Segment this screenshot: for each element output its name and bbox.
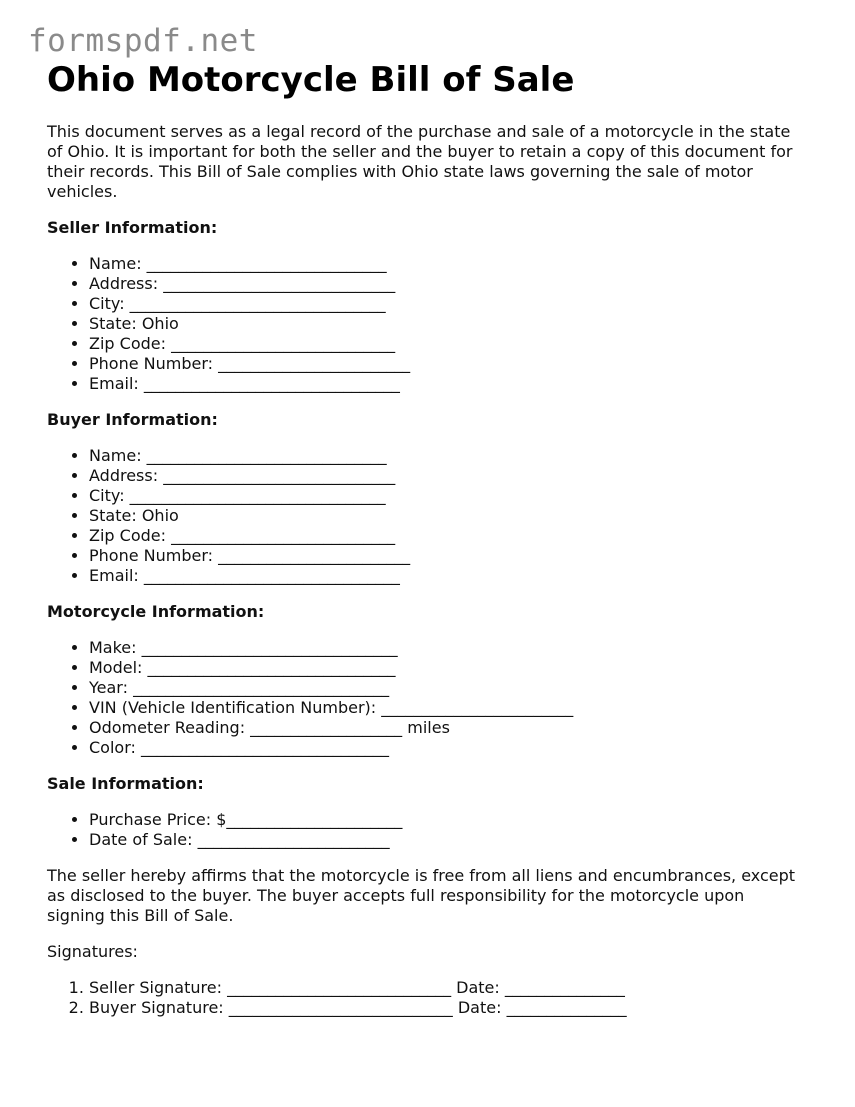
motorcycle-odometer-field: • Odometer Reading: ___________________ miles — [89, 718, 807, 738]
sale-list — [47, 810, 807, 850]
seller-heading: Seller Information: — [47, 218, 218, 237]
buyer-zip-field: • Zip Code: ____________________________ — [89, 526, 807, 546]
motorcycle-color-field: • Color: _______________________________ — [89, 738, 807, 758]
seller-email-field: • Email: ________________________________ — [89, 374, 807, 394]
seller-phone-field: • Phone Number: ________________________ — [89, 354, 807, 374]
buyer-email-field: • Email: ________________________________ — [89, 566, 807, 586]
document-body — [47, 60, 807, 1018]
sale-date-field: • Date of Sale: ________________________ — [89, 830, 807, 850]
buyer-list — [47, 446, 807, 586]
sale-price-field: • Purchase Price: $______________________ — [89, 810, 807, 830]
intro-paragraph: This document serves as a legal record of the purchase and sale of a motorcycle in the state of Ohio. It is important for both the seller and the buyer to retain a copy of this document for their records. This Bill of Sale complies with Ohio state laws governing the sale of motor vehicles. — [47, 122, 793, 201]
seller-city-field: • City: ________________________________ — [89, 294, 807, 314]
buyer-phone-field: • Phone Number: ________________________ — [89, 546, 807, 566]
motorcycle-year-field: • Year: ________________________________ — [89, 678, 807, 698]
buyer-heading: Buyer Information: — [47, 410, 218, 429]
motorcycle-list — [47, 638, 807, 758]
affirmation-paragraph: The seller hereby affirms that the motorcycle is free from all liens and encumbrances, except as disclosed to the buyer. The buyer accepts full responsibility for the motorcycle upon signing this Bill of Sale. — [47, 866, 796, 925]
buyer-name-field: • Name: ______________________________ — [89, 446, 807, 466]
buyer-signature-line: 2. Buyer Signature: ____________________________ Date: _______________ — [89, 998, 807, 1018]
seller-list — [47, 254, 807, 394]
signatures-list — [47, 978, 807, 1018]
buyer-address-field: • Address: _____________________________ — [89, 466, 807, 486]
motorcycle-model-field: • Model: _______________________________ — [89, 658, 807, 678]
signatures-heading: Signatures: — [47, 942, 138, 961]
motorcycle-heading: Motorcycle Information: — [47, 602, 265, 621]
seller-state-field: • State: Ohio — [89, 314, 807, 334]
buyer-state-field: • State: Ohio — [89, 506, 807, 526]
seller-address-field: • Address: _____________________________ — [89, 274, 807, 294]
page-title: Ohio Motorcycle Bill of Sale — [47, 60, 575, 100]
sale-heading: Sale Information: — [47, 774, 204, 793]
seller-signature-line: 1. Seller Signature: ____________________________ Date: _______________ — [89, 978, 807, 998]
motorcycle-make-field: • Make: ________________________________ — [89, 638, 807, 658]
watermark: formspdf.net — [28, 23, 258, 59]
motorcycle-vin-field: • VIN (Vehicle Identification Number): ________________________ — [89, 698, 807, 718]
seller-zip-field: • Zip Code: ____________________________ — [89, 334, 807, 354]
buyer-city-field: • City: ________________________________ — [89, 486, 807, 506]
seller-name-field: • Name: ______________________________ — [89, 254, 807, 274]
